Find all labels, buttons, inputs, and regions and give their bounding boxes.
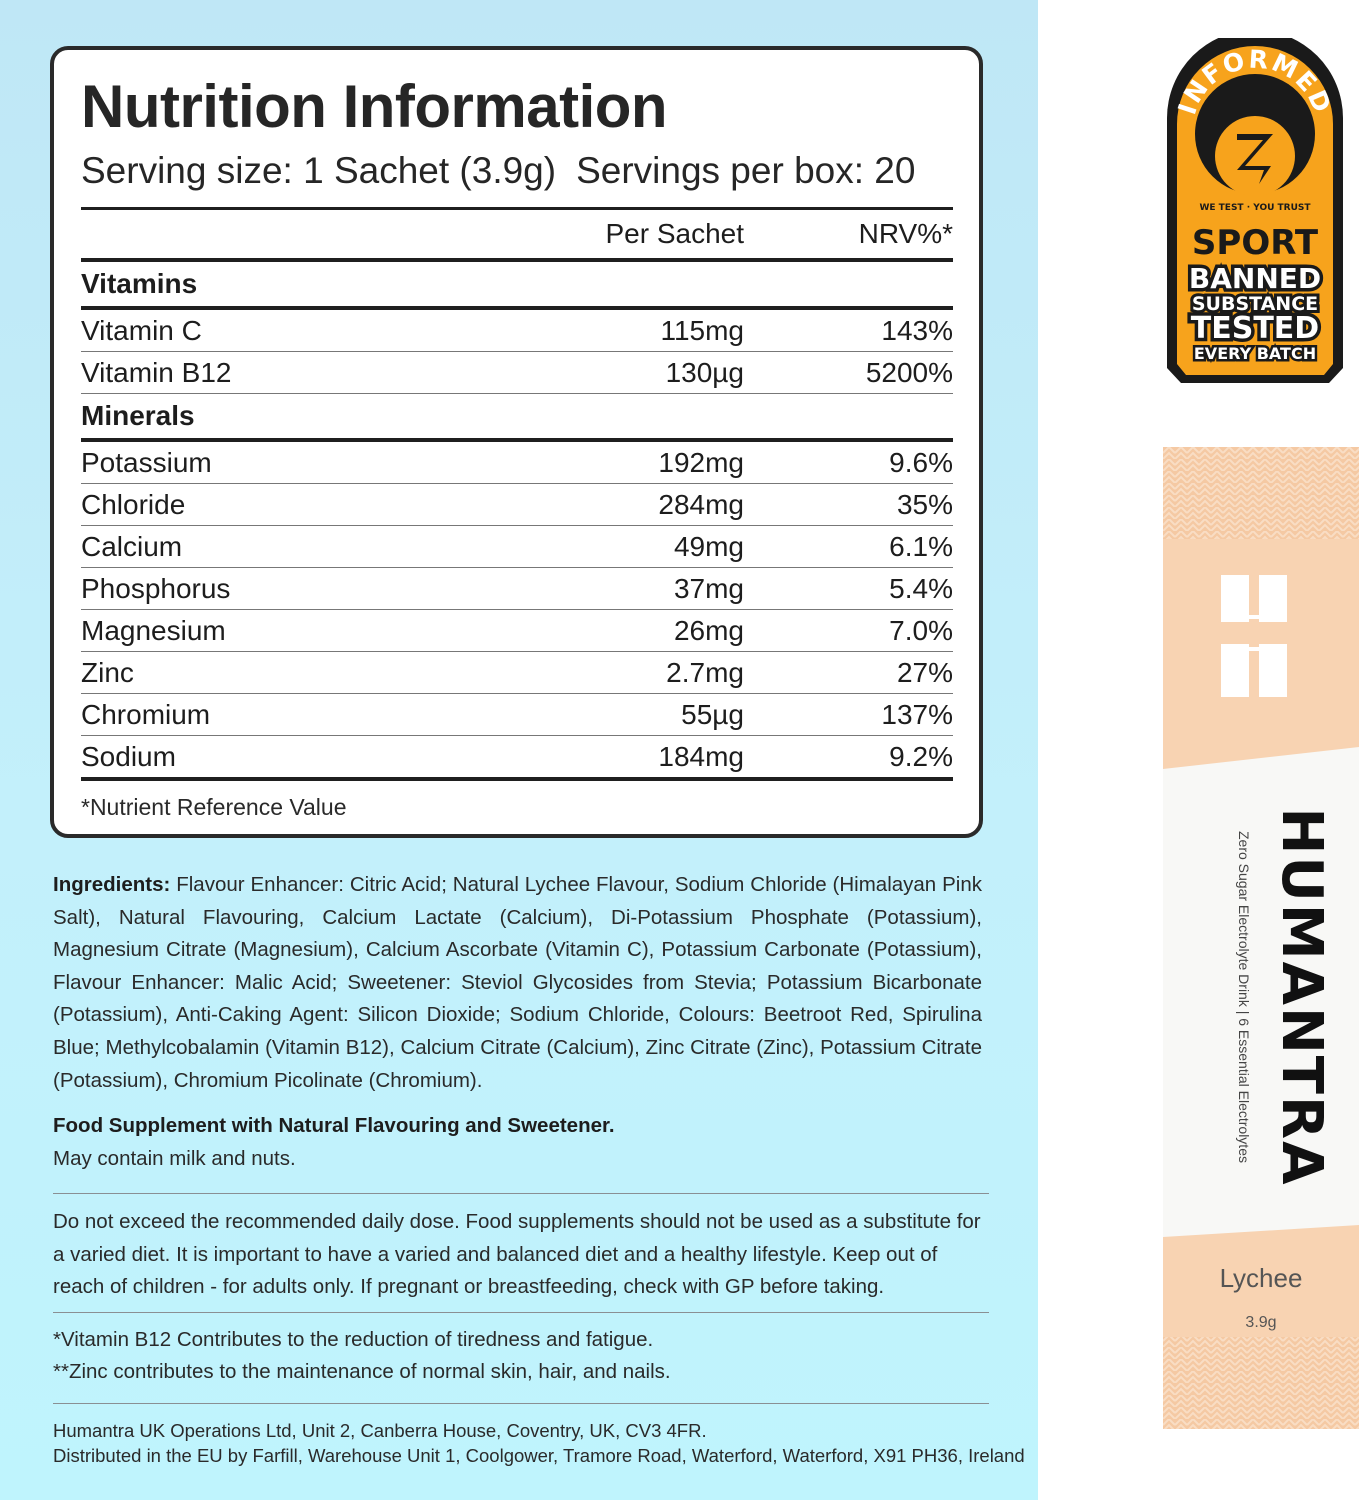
table-row: Zinc 2.7mg 27% [81,657,953,688]
nutrition-table [81,207,953,781]
table-row: Magnesium 26mg 7.0% [81,615,953,646]
table-header [81,210,953,258]
allergen-note: May contain milk and nuts. [53,1147,296,1170]
divider [53,1403,989,1404]
sachet-flavour: Lychee [1219,1263,1303,1293]
divider [53,1312,989,1313]
sachet-image [1163,447,1359,1429]
nrv-footnote: *Nutrient Reference Value [81,794,347,820]
badge-sub-arc: WE TEST · YOU TRUST [1199,203,1311,213]
col-nrv: NRV%* [858,218,953,249]
warning-text: Do not exceed the recommended daily dose. Food supplements should not be used as a substitute for a varied diet. It is important to have a varied and balanced diet and a healthy lifestyle. Keep out of reach of children - for adults only. If pregnant or breastfeeding, check with GP before taking. [53,1210,981,1299]
table-row: Sodium 184mg 9.2% [81,741,953,772]
ingredients-list: Flavour Enhancer: Citric Acid; Natural Lychee Flavour, Sodium Chloride (Himalayan Pink Salt), Natural Flavouring, Calcium Lactate (Calcium), Di-Potassium Phosphate (Potassium), Magnesium Citrate (Magnesium), Calcium Ascorbate (Vitamin C), Potassium Carbonate (Potassium), Flavour Enhancer: Malic Acid; Sweetener: Steviol Glycosides from Stevia; Potassium Bicarbonate (Potassium), Anti-Caking Agent: Silicon Dioxide; Sodium Chloride, Colours: Beetroot Red, Spirulina Blue; Methylcobalamin (Vitamin B12), Calcium Citrate (Calcium), Zinc Citrate (Zinc), Potassium Citrate (Potassium), Chromium Picolinate (Chromium). [53,873,982,1092]
nutrition-title: Nutrition Information [81,73,668,140]
table-row: Vitamin B12 130µg 5200% [81,357,953,388]
serving-size: Serving size: 1 Sachet (3.9g) [81,150,557,191]
table-row: Potassium 192mg 9.6% [81,447,953,478]
serving-info [81,150,915,192]
ingredients-label: Ingredients: [53,873,171,896]
table-row: Chloride 284mg 35% [81,489,953,520]
table-row: Chromium 55µg 137% [81,699,953,730]
nutrition-table-card [50,46,983,838]
company-address: Humantra UK Operations Ltd, Unit 2, Canberra House, Coventry, UK, CV3 4FR. [53,1420,707,1441]
divider [53,1193,989,1194]
section-vitamins: Vitamins [81,268,198,299]
table-row: Phosphorus 37mg 5.4% [81,573,953,604]
ingredients-text [53,869,982,1097]
claim-b12: *Vitamin B12 Contributes to the reduction of tiredness and fatigue. [53,1328,654,1351]
badge-line2: SUBSTANCE [1191,293,1319,315]
eu-distributor: Distributed in the EU by Farfill, Warehouse Unit 1, Coolgower, Tramore Road, Waterford, Waterford, X91 PH36, Ireland [53,1445,1025,1466]
badge-line3: TESTED [1190,311,1320,346]
informed-sport-badge [1167,38,1343,383]
badge-sport: SPORT [1191,223,1319,263]
servings-per-box: Servings per box: 20 [576,150,916,191]
badge-arc-text: INFORMED [1172,44,1338,119]
col-per-sachet: Per Sachet [605,218,744,249]
supplement-note: Food Supplement with Natural Flavouring and Sweetener. [53,1114,615,1137]
table-row: Vitamin C 115mg 143% [81,315,953,346]
badge-line1: BANNED [1188,262,1322,295]
claim-zinc: **Zinc contributes to the maintenance of normal skin, hair, and nails. [53,1360,671,1383]
section-minerals: Minerals [81,400,195,431]
sachet-tagline: Zero Sugar Electrolyte Drink | 6 Essential Electrolytes [1236,831,1252,1163]
badge-line4: EVERY BATCH [1193,344,1317,363]
sachet-weight: 3.9g [1245,1314,1277,1331]
sachet-brand: HUMANTRA [1269,807,1334,1187]
table-row: Calcium 49mg 6.1% [81,531,953,562]
